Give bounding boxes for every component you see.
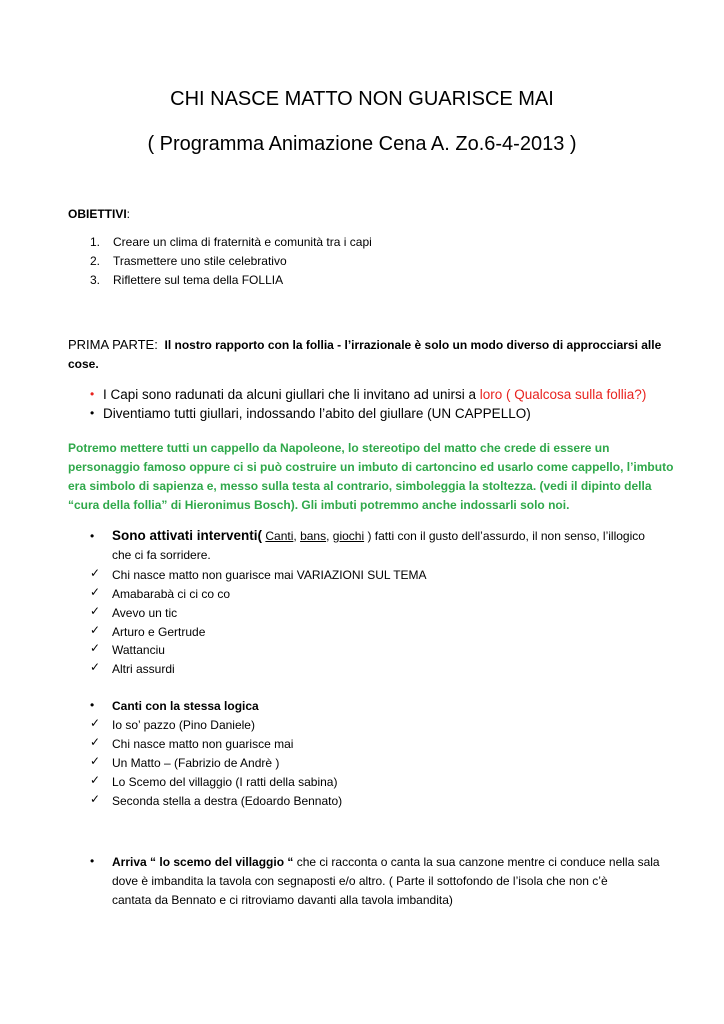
check-icon: ✓: [90, 566, 101, 580]
intervention-item: Wattanciu: [112, 643, 165, 657]
link-canti[interactable]: Canti: [265, 529, 294, 543]
bullet-icon: •: [90, 387, 95, 401]
check-icon: ✓: [90, 773, 101, 787]
check-icon: ✓: [90, 604, 101, 618]
intervention-item: Amabarabà ci ci co co: [112, 587, 231, 601]
note-line: Potremo mettere tutti un cappello da Napoleone, lo stereotipo del matto che crede di essere un: [68, 441, 610, 455]
intervention-item: Chi nasce matto non guarisce mai VARIAZIONI SUL TEMA: [112, 568, 427, 582]
check-icon: ✓: [90, 735, 101, 749]
interventions-line-2: che ci fa sorridere.: [112, 548, 211, 562]
objectives-colon: :: [126, 207, 131, 221]
check-icon: ✓: [90, 754, 101, 768]
intervention-item: Altri assurdi: [112, 662, 175, 676]
check-icon: ✓: [90, 623, 101, 637]
song-item: Lo Scemo del villaggio (I ratti della sabina): [112, 775, 338, 789]
bullet-icon: •: [90, 529, 95, 543]
part1-label: PRIMA PARTE:: [68, 337, 158, 352]
part1-heading-continued: cose.: [68, 357, 99, 371]
link-bans[interactable]: bans: [300, 529, 327, 543]
objective-number: 1.: [90, 235, 101, 249]
note-line: personaggio famoso oppure ci si può costruire un imbuto di cartoncino ed usarlo come cappello, l’imbuto: [68, 460, 674, 474]
document-title: CHI NASCE MATTO NON GUARISCE MAI: [170, 88, 554, 110]
arrival-bold: Arriva “ lo scemo del villaggio “: [112, 855, 294, 869]
check-icon: ✓: [90, 641, 101, 655]
interventions-rest: ) fatti con il gusto dell’assurdo, il non senso, l’illogico: [364, 529, 645, 543]
note-line: “cura della follia” di Hieronimus Bosch). Gli imbuti potremmo anche indossarli solo noi.: [68, 498, 570, 512]
separator: ,: [326, 529, 333, 543]
song-item: Io so’ pazzo (Pino Daniele): [112, 718, 255, 732]
intervention-item: Arturo e Gertrude: [112, 625, 206, 639]
part1-bullet-1: [103, 385, 646, 404]
check-icon: ✓: [90, 660, 101, 674]
objective-number: 2.: [90, 254, 101, 268]
document-subtitle: ( Programma Animazione Cena A. Zo.6-4-2013 ): [147, 133, 577, 155]
objective-item: Trasmettere uno stile celebrativo: [113, 254, 287, 268]
song-item: Seconda stella a destra (Edoardo Bennato): [112, 794, 343, 808]
arrival-line-1: [112, 853, 672, 871]
bullet-icon: •: [90, 698, 95, 712]
interventions-lead: Sono attivati interventi(: [112, 528, 263, 543]
objective-item: Creare un clima di fraternità e comunità tra i capi: [113, 235, 372, 249]
check-icon: ✓: [90, 585, 101, 599]
link-giochi[interactable]: giochi: [332, 529, 365, 543]
part1-heading-text: Il nostro rapporto con la follia - l’irrazionale è solo un modo diverso di approcciarsi alle: [164, 338, 662, 352]
separator: ,: [293, 529, 301, 543]
objective-item: Riflettere sul tema della FOLLIA: [113, 273, 284, 287]
part1-bullet-1-text: I Capi sono radunati da alcuni giullari che li invitano ad unirsi a: [103, 387, 480, 402]
part1-bullet-2: Diventiamo tutti giullari, indossando l’abito del giullare (UN CAPPELLO): [103, 406, 531, 421]
arrival-rest: che ci racconta o canta la sua canzone mentre ci conduce nella sala: [293, 855, 660, 869]
objective-number: 3.: [90, 273, 101, 287]
song-item: Chi nasce matto non guarisce mai: [112, 737, 294, 751]
intervention-item: Avevo un tic: [112, 606, 178, 620]
bullet-icon: •: [90, 854, 95, 868]
part1-bullet-1-highlight: loro ( Qualcosa sulla follia?): [479, 387, 647, 402]
check-icon: ✓: [90, 716, 101, 730]
song-item: Un Matto – (Fabrizio de Andrè ): [112, 756, 280, 770]
songs-heading: Canti con la stessa logica: [112, 699, 259, 713]
objectives-label: OBIETTIVI: [68, 207, 127, 221]
objectives-heading: [68, 205, 130, 223]
arrival-line-3: cantata da Bennato e ci ritroviamo davanti alla tavola imbandita): [112, 893, 453, 907]
note-line: era simbolo di sapienza e, messo sulla testa al contrario, simboleggia la stoltezza. (vedi il dipinto della: [68, 479, 652, 493]
part1-heading: [68, 336, 668, 354]
bullet-icon: •: [90, 406, 95, 420]
arrival-line-2: dove è imbandita la tavola con segnaposti e/o altro. ( Parte il sottofondo de l’isola che non c’è: [112, 874, 608, 888]
check-icon: ✓: [90, 792, 101, 806]
interventions-line: [112, 527, 645, 545]
